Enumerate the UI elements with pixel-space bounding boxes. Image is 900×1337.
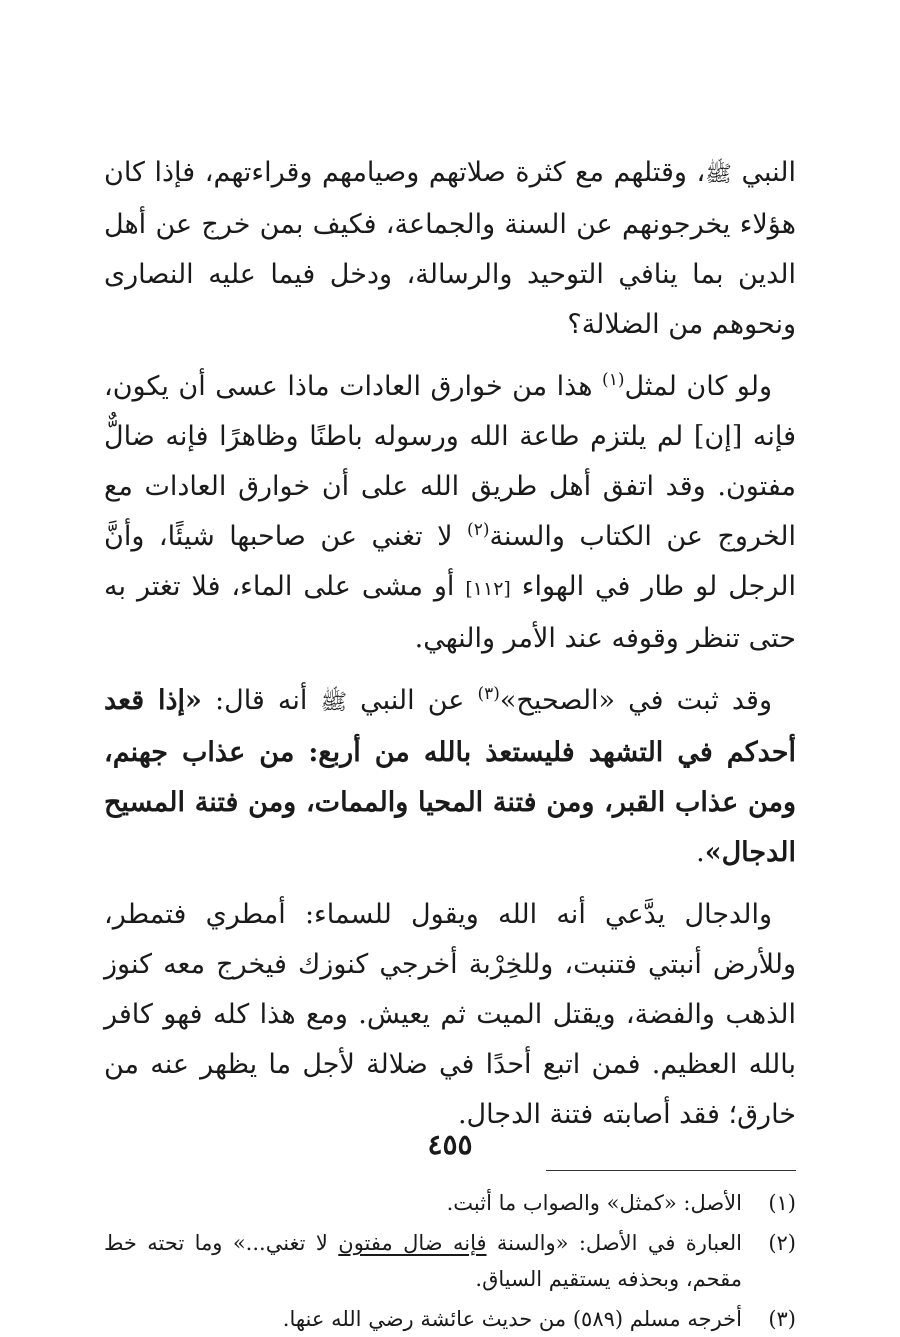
p4-text: والدجال يدَّعي أنه الله ويقول للسماء: أمطري فتمطر، وللأرض أنبتي فتنبت، وللخِرْبة أخرجي كنوزك فيخرج معه كنوز الذهب والفضة، ويقتل الميت ثم يعيش. ومع هذا كله فهو كافر بالله العظيم. فمن اتبع أحدًا في ضلالة لأجل ما يظهر عنه من خارق؛ فقد أصابته فتنة الدجال. bbox=[104, 899, 796, 1130]
paragraph-1 bbox=[104, 148, 796, 350]
footnote-ref-1[interactable]: (١) bbox=[602, 370, 625, 390]
footnote-2-text-b: لا تغني...» وما تحته خط مقحم، وبحذفه يستقيم السياق. bbox=[104, 1231, 742, 1291]
p2-text-b: هذا من خوارق العادات ماذا عسى أن يكون، فإنه [إن] لم يلتزم طاعة الله ورسوله باطنًا وظاهرًا فإنه ضالٌّ مفتون. وقد اتفق أهل طريق الله على أن خوارق العادات مع الخروج عن الكتاب والسنة bbox=[104, 371, 797, 552]
p1-text-b: ، وقتلهم مع كثرة صلاتهم وصيامهم وقراءتهم، فإذا كان هؤلاء يخرجونهم عن السنة والجماعة، فكيف بمن خرج عن أهل الدين بما ينافي التوحيد والرسالة، ودخل فيما عليه النصارى ونحوهم من الضلالة؟ bbox=[104, 157, 796, 340]
footnote-3 bbox=[104, 1301, 796, 1337]
page-number: ٤٥٥ bbox=[427, 1128, 473, 1161]
salutation-glyph: ﷺ bbox=[705, 162, 732, 187]
p3-text-b: عن النبي bbox=[347, 685, 478, 716]
hadith-quote: «إذا قعد أحدكم في التشهد فليستعذ بالله من أربع: من عذاب جهنم، ومن عذاب القبر، ومن فتنة المحيا والممات، ومن فتنة المسيح الدجال» bbox=[104, 685, 796, 868]
footnote-ref-3[interactable]: (٣) bbox=[477, 684, 500, 704]
footnote-ref-2[interactable]: (٢) bbox=[467, 520, 490, 540]
footnote-2-text-a: العبارة في الأصل: «والسنة bbox=[486, 1231, 742, 1255]
underlined-phrase: فإنه ضال مفتون bbox=[338, 1231, 487, 1255]
footnote-text bbox=[104, 1225, 742, 1297]
p1-text-a: النبي bbox=[741, 157, 796, 188]
footnote-number: (٣) bbox=[768, 1307, 796, 1331]
footnote-number: (٢) bbox=[768, 1231, 796, 1255]
p2-text-a: ولو كان لمثل bbox=[624, 371, 772, 402]
p2-text-d: أو مشى على الماء، فلا تغتر به حتى تنظر وقوفه عند الأمر والنهي. bbox=[104, 571, 796, 654]
p3-text-a: وقد ثبت في «الصحيح» bbox=[499, 685, 772, 716]
paragraph-3 bbox=[104, 676, 796, 878]
footnote-1 bbox=[104, 1185, 796, 1221]
footnote-2 bbox=[104, 1225, 796, 1297]
footnotes bbox=[104, 1185, 796, 1337]
footnote-text: الأصل: «كمثل» والصواب ما أثبت. bbox=[446, 1191, 742, 1215]
p3-text-end: . bbox=[696, 837, 705, 868]
paragraph-2 bbox=[104, 362, 796, 664]
salutation-glyph: ﷺ bbox=[320, 690, 348, 715]
paragraph-4 bbox=[104, 890, 796, 1140]
original-page-marker: [١١٢] bbox=[465, 578, 511, 600]
p3-text-c: أنه قال: bbox=[201, 685, 321, 716]
footnote-text: أخرجه مسلم (٥٨٩) من حديث عائشة رضي الله عنها. bbox=[282, 1307, 742, 1331]
footnote-number: (١) bbox=[768, 1191, 796, 1215]
p2-text-c: لا تغني عن صاحبها شيئًا، وأنَّ الرجل لو طار في الهواء bbox=[104, 521, 796, 602]
footnote-separator bbox=[546, 1170, 796, 1171]
